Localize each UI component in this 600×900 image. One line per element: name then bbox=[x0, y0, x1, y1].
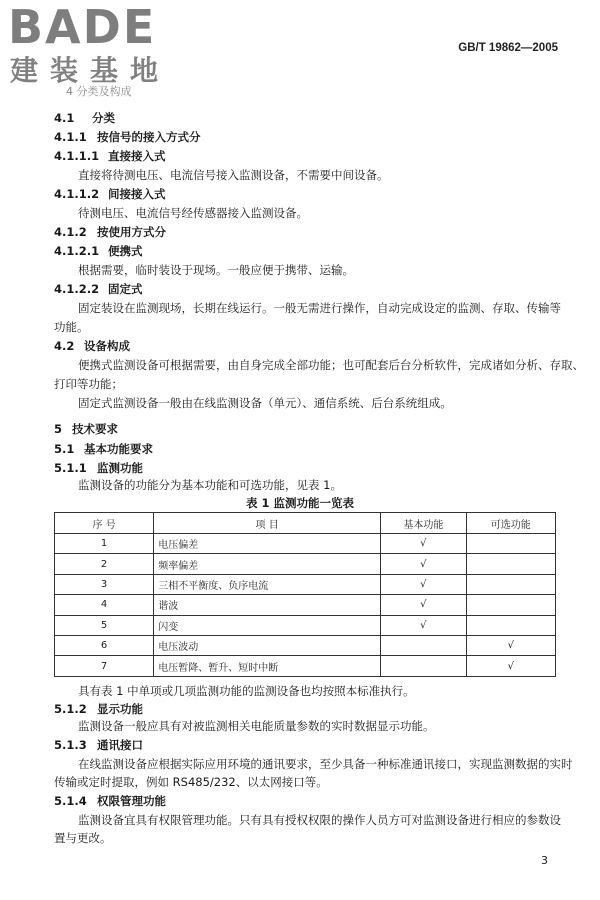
cell-no: 7 bbox=[55, 656, 154, 676]
table-row bbox=[55, 574, 556, 594]
standard-code: GB/T 19862—2005 bbox=[458, 42, 558, 54]
cell-optional bbox=[466, 615, 555, 635]
cell-item: 三相不平衡度、负序电流 bbox=[154, 574, 381, 594]
cell-optional bbox=[466, 574, 555, 594]
cell-optional bbox=[466, 595, 555, 615]
header-no: 序 号 bbox=[55, 513, 154, 534]
table-row bbox=[55, 534, 556, 554]
monitoring-function-table bbox=[54, 512, 556, 677]
cell-item: 电压波动 bbox=[154, 635, 381, 655]
cell-basic: √ bbox=[381, 615, 466, 635]
table-header-row bbox=[55, 513, 556, 534]
cell-no: 1 bbox=[55, 534, 154, 554]
table-caption: 表 1 监测功能一览表 bbox=[245, 496, 354, 510]
cell-optional: √ bbox=[466, 635, 555, 655]
cell-no: 4 bbox=[55, 595, 154, 615]
logo-subtext: 建装基地 bbox=[10, 54, 171, 87]
cell-basic: √ bbox=[381, 595, 466, 615]
cell-item: 频率偏差 bbox=[154, 554, 381, 574]
cell-basic: √ bbox=[381, 554, 466, 574]
cell-basic bbox=[381, 656, 466, 676]
cell-basic bbox=[381, 635, 466, 655]
cell-no: 6 bbox=[55, 635, 154, 655]
header-item: 项 目 bbox=[154, 513, 381, 534]
cell-basic: √ bbox=[381, 534, 466, 554]
table-row bbox=[55, 595, 556, 615]
header-basic: 基本功能 bbox=[381, 513, 466, 534]
table-row bbox=[55, 615, 556, 635]
section-4-title: 4 分类及构成 bbox=[66, 85, 132, 98]
cell-optional bbox=[466, 534, 555, 554]
table-row bbox=[55, 554, 556, 574]
cell-item: 电压偏差 bbox=[154, 534, 381, 554]
cell-item: 谐波 bbox=[154, 595, 381, 615]
cell-basic: √ bbox=[381, 574, 466, 594]
table-row bbox=[55, 656, 556, 676]
page-number: 3 bbox=[541, 854, 548, 867]
logo-text: BADE bbox=[8, 0, 157, 54]
cell-item: 电压暂降、暂升、短时中断 bbox=[154, 656, 381, 676]
cell-no: 3 bbox=[55, 574, 154, 594]
table-row bbox=[55, 635, 556, 655]
cell-no: 2 bbox=[55, 554, 154, 574]
header-optional: 可选功能 bbox=[466, 513, 555, 534]
cell-optional: √ bbox=[466, 656, 555, 676]
cell-item: 闪变 bbox=[154, 615, 381, 635]
cell-no: 5 bbox=[55, 615, 154, 635]
logo bbox=[8, 2, 183, 90]
cell-optional bbox=[466, 554, 555, 574]
